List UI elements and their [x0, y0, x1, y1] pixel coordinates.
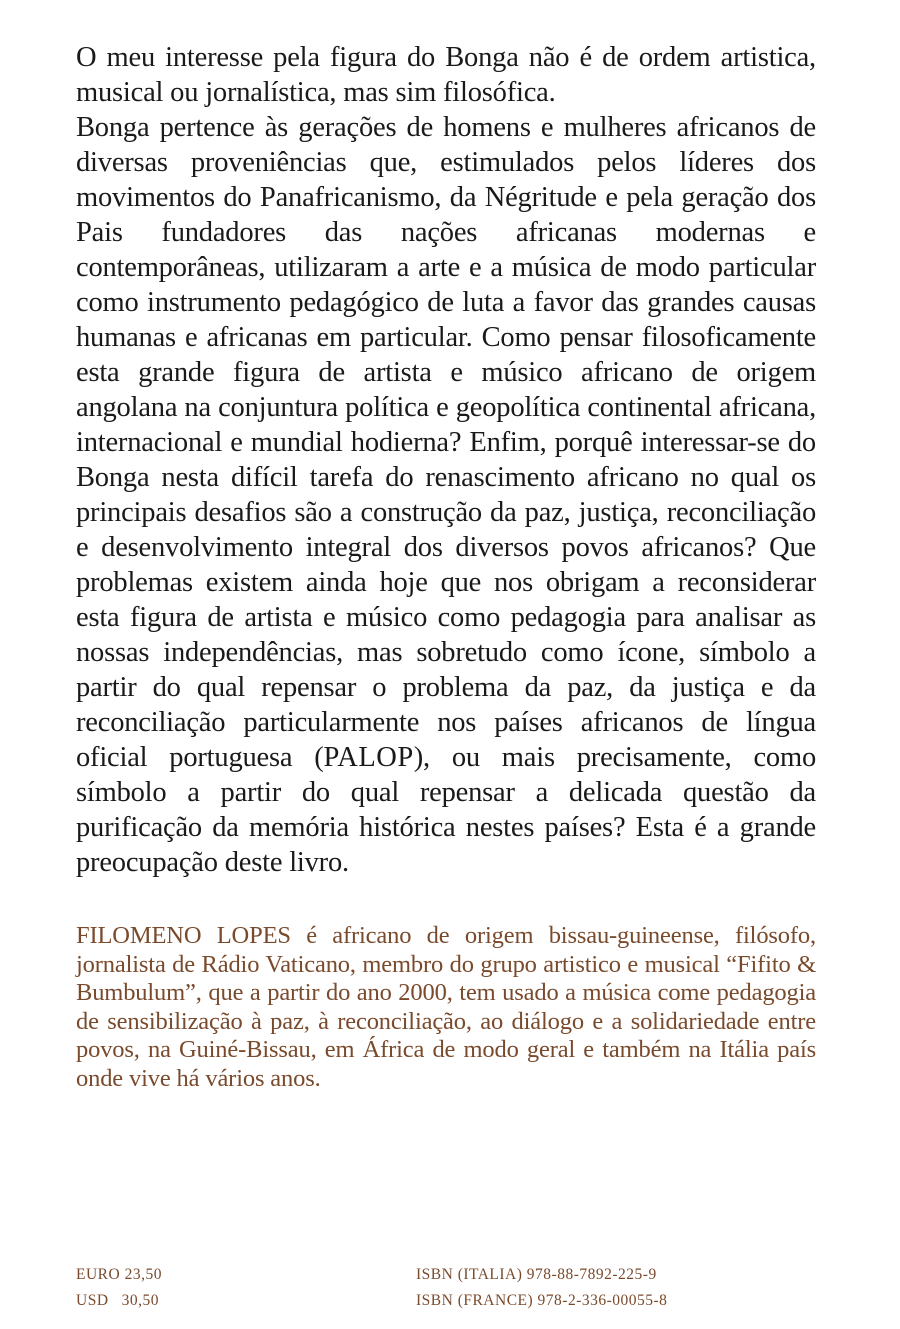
footer-row-usd: [76, 1288, 816, 1314]
price-usd: USD 30,50: [76, 1292, 160, 1309]
synopsis-paragraph-1: O meu interesse pela figura do Bonga não é de ordem artistica, musical ou jornalística, mas sim filosófica.: [76, 42, 816, 108]
price-isbn-footer: [76, 1262, 816, 1314]
isbn-italia: ISBN (ITALIA) 978-88-7892-225-9: [416, 1266, 657, 1283]
synopsis-paragraph-2: [76, 110, 816, 880]
footer-row-euro: [76, 1262, 816, 1288]
isbn-france: ISBN (FRANCE) 978-2-336-00055-8: [416, 1292, 668, 1309]
synopsis-text: [76, 40, 816, 880]
author-name: FILOMENO LOPES: [76, 922, 291, 949]
author-bio-text: é africano de origem bissau-guineense, filósofo, jornalista de Rádio Vaticano, membro do grupo artistico e musical “Fifito & Bumbulum”, que a partir do ano 2000, tem usado a música come pedagogia de sensibilização à paz, à reconciliação, ao diálogo e a solidariedade entre povos, na Guiné-Bissau, em África de modo geral e também na Itália país onde vive há vários anos.: [76, 922, 816, 1092]
price-euro: EURO 23,50: [76, 1266, 162, 1283]
palop-acronym: PALOP: [323, 742, 414, 773]
synopsis-paragraph-2-start: Bonga pertence às gerações de homens e mulheres africanos de diversas proveniências que, estimulados pelos líderes dos movimentos do Panafricanismo, da Négritude e pela geração dos Pais fundadores das nações africanas modernas e contemporâneas, utilizaram a arte e a música de modo particular como instrumento pedagógico de luta a favor das grandes causas humanas e africanas em particular. Como pensar filosoficamente esta grande figura de artista e músico africano de origem angolana na conjuntura política e geopolítica continental africana, internacional e mundial hodierna? Enfim, porquê interessar-se do Bonga nesta difícil tarefa do renascimento africano no qual os principais desafios são a construção da paz, justiça, reconciliação e desenvolvimento integral dos diversos povos africanos? Que problemas existem ainda hoje que nos obrigam a reconsiderar esta figura de artista e músico como pedagogia para analisar as nossas independências, mas sobretudo como ícone, símbolo a partir do qual repensar o problema da paz, da justiça e da reconciliação particularmente nos países africanos de língua oficial portuguesa (: [76, 112, 816, 773]
synopsis-paragraph-2-end: ), ou mais precisamente, como símbolo a partir do qual repensar a delicada questão da purificação da memória histórica nestes países? Esta é a grande preocupação deste livro.: [76, 742, 816, 878]
author-bio: [76, 922, 816, 1093]
back-cover-content: [76, 40, 816, 1093]
